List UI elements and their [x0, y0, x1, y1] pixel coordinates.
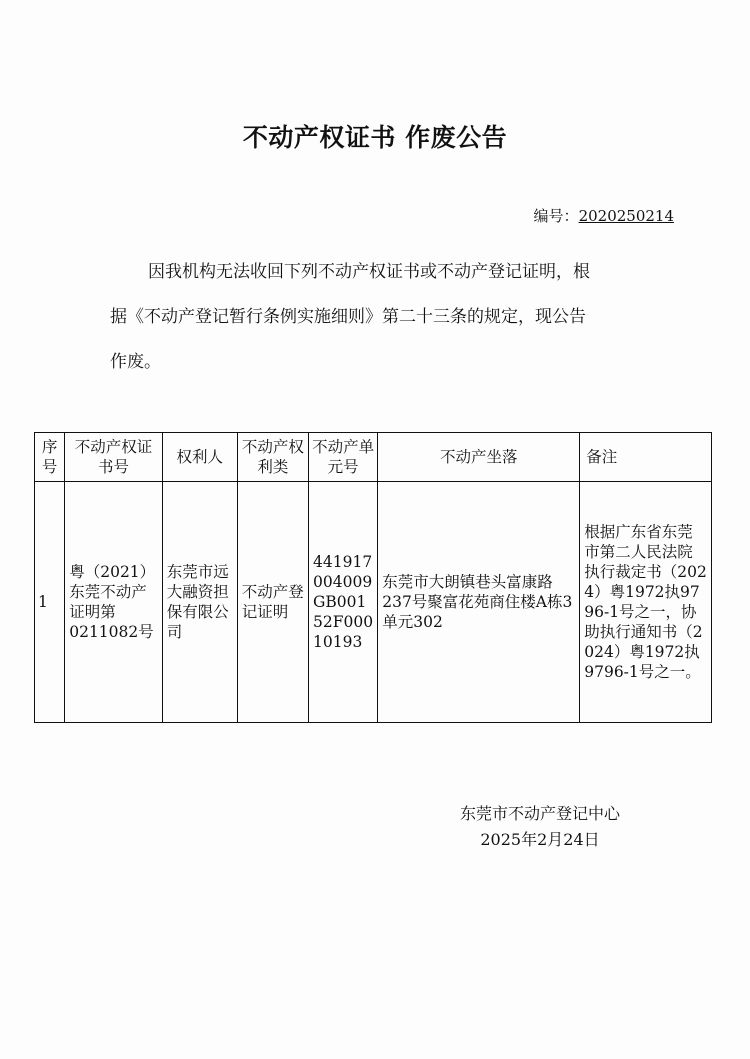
cell-right-type: 不动产登记证明	[237, 482, 308, 723]
body-line-1	[110, 250, 660, 295]
header-unit-no: 不动产单元号	[309, 433, 378, 482]
header-remark: 备注	[580, 433, 712, 482]
header-owner: 权利人	[162, 433, 237, 482]
certificate-table	[34, 432, 712, 723]
body-line-1-text: 因我机构无法收回下列不动产权证书或不动产登记证明，根	[148, 262, 590, 282]
body-line-2: 据《不动产登记暂行条例实施细则》第二十三条的规定，现公告	[110, 307, 586, 327]
page-title: 不动产权证书 作废公告	[242, 123, 508, 152]
issue-date: 2025年2月24日	[480, 830, 600, 849]
cell-owner: 东莞市远大融资担保有限公司	[162, 482, 237, 723]
body-line-3: 作废。	[110, 352, 161, 372]
issuing-organization: 东莞市不动产登记中心	[459, 804, 620, 823]
doc-number-value: 2020250214	[578, 207, 674, 225]
announcement-body	[110, 250, 660, 385]
signature-block	[420, 801, 660, 853]
cell-unit-no: 441917004009GB00152F00010193	[309, 482, 378, 723]
cell-seq: 1	[35, 482, 65, 723]
doc-number	[534, 205, 674, 226]
cell-remark: 根据广东省东莞市第二人民法院执行裁定书（2024）粤1972执9796-1号之一，协助执行通知书（2024）粤1972执9796-1号之一。	[580, 482, 712, 723]
doc-number-label: 编号：	[533, 207, 579, 225]
header-right-type: 不动产权利类	[237, 433, 308, 482]
header-seq: 序号	[35, 433, 65, 482]
header-cert-no: 不动产权证书号	[65, 433, 163, 482]
header-location: 不动产坐落	[378, 433, 580, 482]
table-row	[35, 482, 712, 723]
table-header-row	[35, 433, 712, 482]
cell-cert-no: 粤（2021）东莞不动产证明第0211082号	[65, 482, 163, 723]
cell-location: 东莞市大朗镇巷头富康路237号聚富花苑商住楼A栋3单元302	[378, 482, 580, 723]
